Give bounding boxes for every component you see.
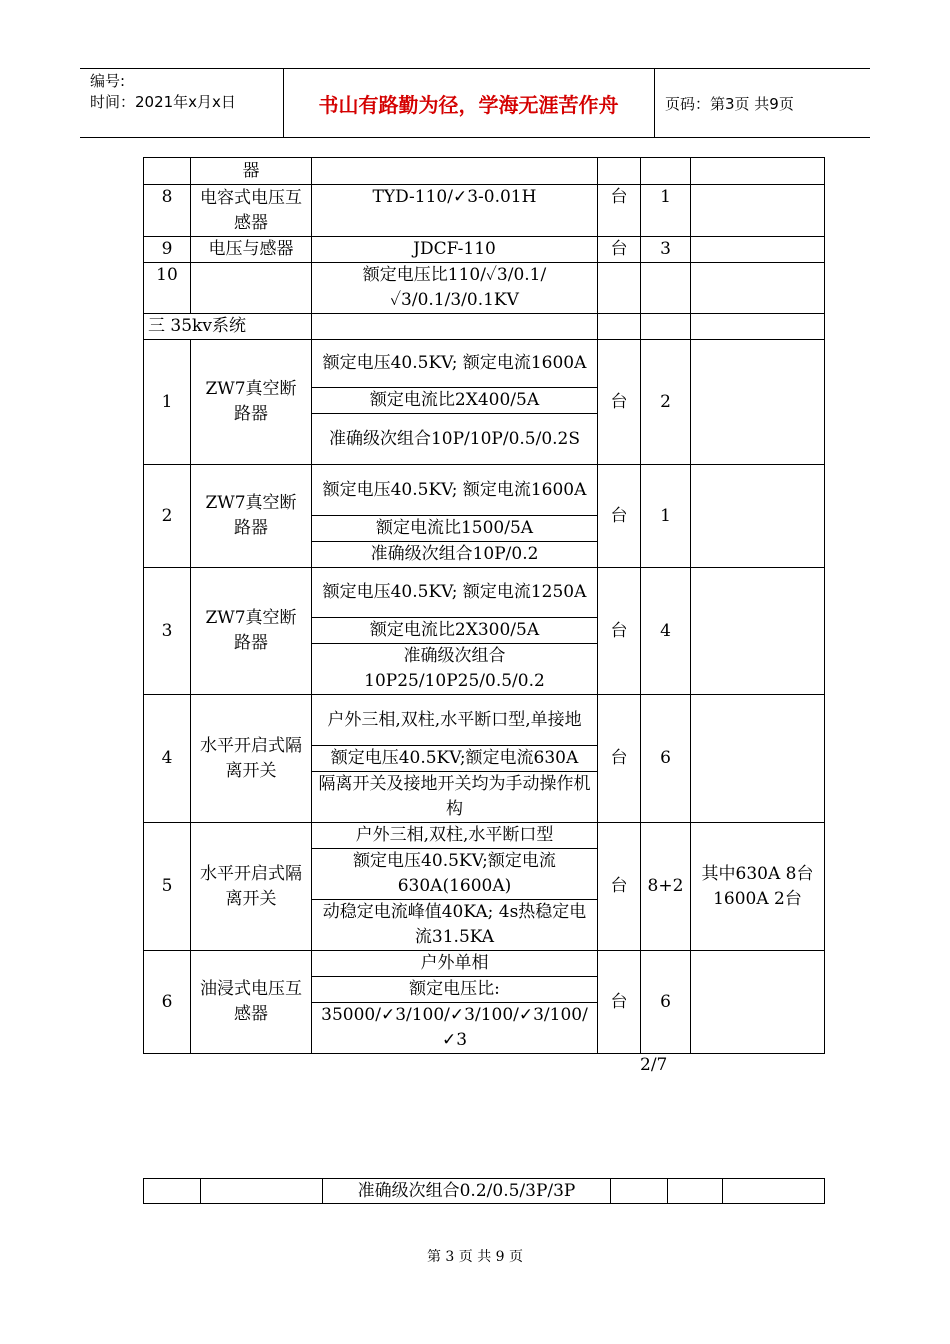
table-row	[144, 158, 825, 185]
item-spec: 准确级次组合0.2/0.5/3P/3P	[323, 1179, 611, 1204]
item-no: 8	[144, 185, 191, 237]
item-note: 其中630A 8台 1600A 2台	[691, 823, 825, 951]
item-name: ZW7真空断路器	[191, 340, 312, 465]
page-header	[80, 68, 870, 138]
item-qty: 1	[641, 465, 691, 568]
item-spec: 额定电压40.5KV;额定电流630A	[312, 746, 598, 772]
table-row	[144, 237, 825, 263]
item-no: 6	[144, 951, 191, 1054]
section-title: 三 35kv系统	[144, 314, 312, 340]
item-unit: 台	[598, 237, 641, 263]
item-no: 2	[144, 465, 191, 568]
item-spec: 准确级次组合10P/0.2	[312, 542, 598, 568]
header-divider	[654, 69, 655, 137]
item-spec: 准确级次组合10P25/10P25/0.5/0.2	[312, 644, 598, 695]
item-spec: JDCF-110	[312, 237, 598, 263]
item-no: 9	[144, 237, 191, 263]
item-unit: 台	[598, 340, 641, 465]
item-name: 水平开启式隔离开关	[191, 823, 312, 951]
item-name: ZW7真空断路器	[191, 465, 312, 568]
item-spec: 额定电压40.5KV;额定电流630A(1600A)	[312, 849, 598, 900]
item-spec: 动稳定电流峰值40KA; 4s热稳定电流31.5KA	[312, 900, 598, 951]
item-spec: 额定电压比:	[312, 977, 598, 1003]
item-spec: 额定电压比110/✓3/0.1/✓3/0.1/3/0.1KV	[312, 263, 598, 314]
item-no: 5	[144, 823, 191, 951]
item-name: 油浸式电压互感器	[191, 951, 312, 1054]
item-unit: 台	[598, 951, 641, 1054]
table-row	[144, 823, 825, 849]
item-no: 3	[144, 568, 191, 695]
item-spec: 准确级次组合10P/10P/0.5/0.2S	[312, 414, 598, 465]
continuation-table	[143, 1178, 825, 1204]
item-unit: 台	[598, 823, 641, 951]
item-spec: 35000/✓3/100/✓3/100/✓3/100/✓3	[312, 1003, 598, 1054]
item-no: 10	[144, 263, 191, 314]
table-row	[144, 568, 825, 618]
table-row	[144, 951, 825, 977]
item-spec: 户外三相,双柱,水平断口型,单接地	[312, 695, 598, 746]
item-name: 器	[191, 158, 312, 185]
item-qty: 2	[641, 340, 691, 465]
item-spec: 额定电压40.5KV; 额定电流1600A	[312, 465, 598, 516]
item-unit: 台	[598, 185, 641, 237]
header-motto: 书山有路勤为径，学海无涯苦作舟	[318, 92, 619, 117]
item-spec: 隔离开关及接地开关均为手动操作机构	[312, 772, 598, 823]
item-unit: 台	[598, 568, 641, 695]
item-no: 1	[144, 340, 191, 465]
table-row	[144, 465, 825, 516]
item-qty: 6	[641, 951, 691, 1054]
table-row	[144, 263, 825, 314]
number-label: 编号:	[90, 72, 126, 90]
item-spec: 户外单相	[312, 951, 598, 977]
table-row	[144, 340, 825, 388]
item-qty: 3	[641, 237, 691, 263]
item-spec: 额定电压40.5KV; 额定电流1600A	[312, 340, 598, 388]
item-name: 电压与感器	[191, 237, 312, 263]
item-unit: 台	[598, 465, 641, 568]
header-meta	[90, 71, 236, 113]
item-spec: TYD-110/✓3-0.01H	[312, 185, 598, 237]
item-no: 4	[144, 695, 191, 823]
item-qty: 4	[641, 568, 691, 695]
item-name: ZW7真空断路器	[191, 568, 312, 695]
item-unit: 台	[598, 695, 641, 823]
table-row	[144, 695, 825, 746]
time-label: 时间：2021年x月x日	[90, 93, 236, 111]
item-name: 水平开启式隔离开关	[191, 695, 312, 823]
page-fraction: 2/7	[640, 1055, 668, 1075]
item-spec: 额定电流比1500/5A	[312, 516, 598, 542]
table-row	[144, 185, 825, 237]
item-qty: 1	[641, 185, 691, 237]
item-name: 电容式电压互感器	[191, 185, 312, 237]
table-row	[144, 1179, 825, 1204]
item-spec: 额定电流比2X300/5A	[312, 618, 598, 644]
item-qty: 6	[641, 695, 691, 823]
section-row	[144, 314, 825, 340]
item-spec: 额定电流比2X400/5A	[312, 388, 598, 414]
page-footer: 第 3 页 共 9 页	[426, 1249, 524, 1265]
equipment-table	[143, 157, 825, 1054]
item-qty: 8+2	[641, 823, 691, 951]
header-page-label: 页码：第3页 共9页	[665, 95, 794, 113]
item-spec: 户外三相,双柱,水平断口型	[312, 823, 598, 849]
item-spec: 额定电压40.5KV; 额定电流1250A	[312, 568, 598, 618]
